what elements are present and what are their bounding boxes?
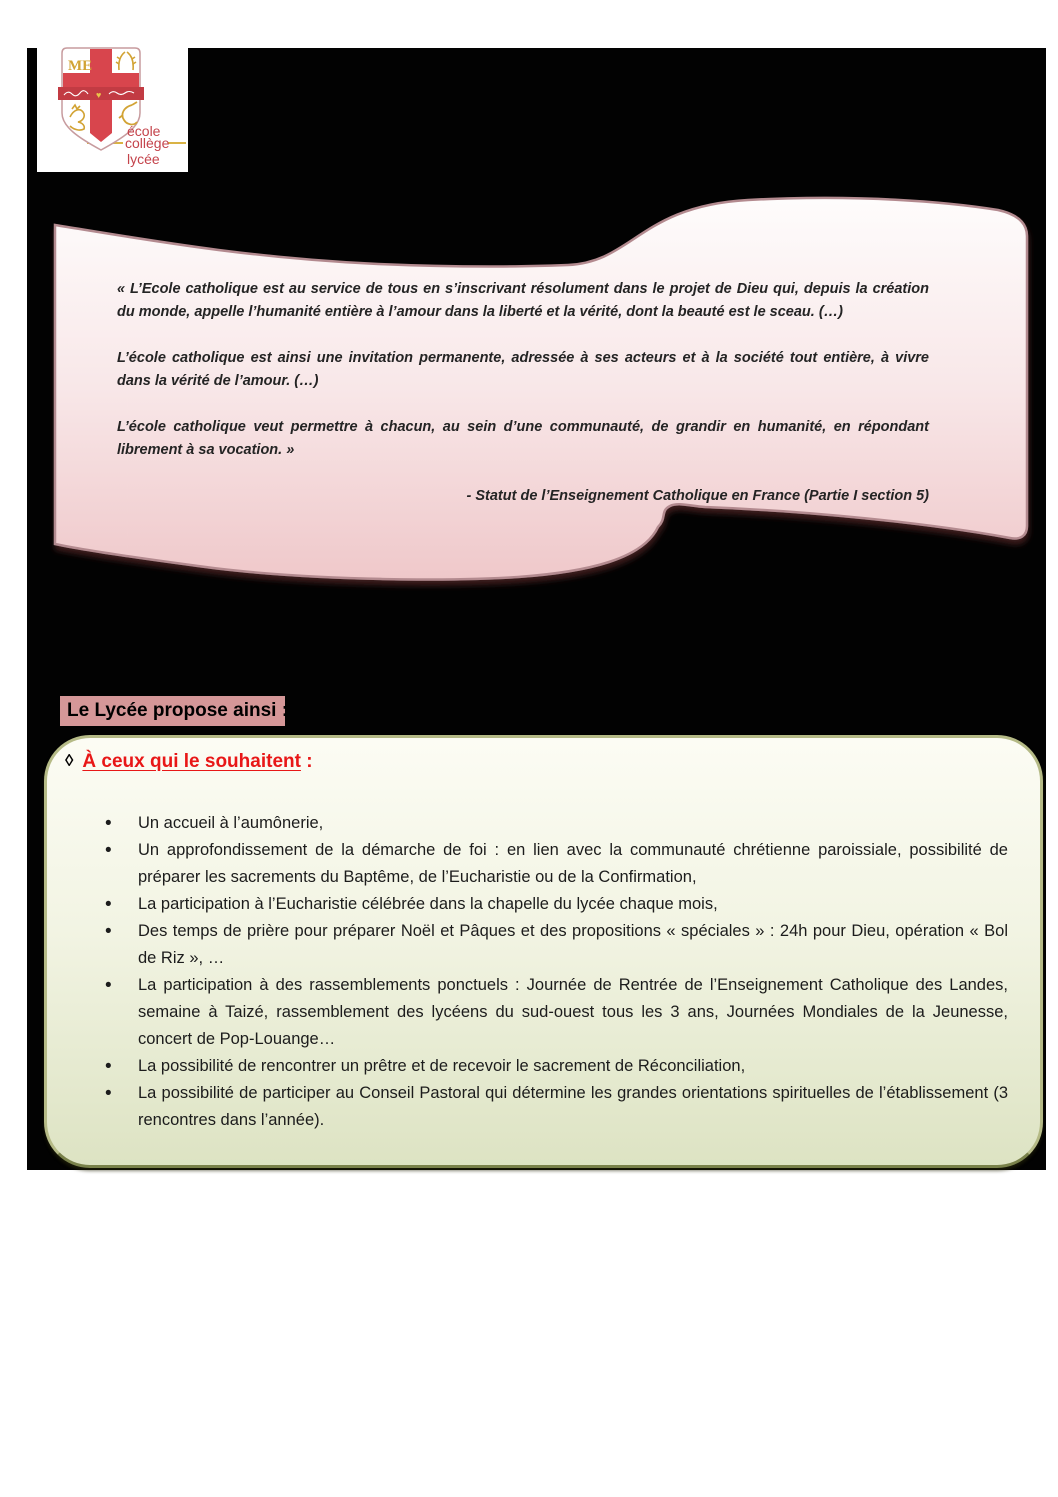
offer-bullet-item: • Un accueil à l’aumônerie, — [103, 810, 1008, 837]
school-crest-icon — [37, 47, 188, 172]
heart-icon: ♥ — [96, 90, 102, 100]
offer-bullet-item: • La participation à des rassemblements ponctuels : Journée de Rentrée de l’Enseignement Catholique des Landes, semaine à Taizé, rassemblement des lycéens du sud-ouest tous les 3 ans, Journées Mondiales de la Jeunesse, concert de Pop-Louange… — [103, 972, 1008, 1053]
offer-bullet-item: • La possibilité de rencontrer un prêtre et de recevoir le sacrement de Réconciliation, — [103, 1053, 1008, 1080]
quote-paragraph-1: « L’Ecole catholique est au service de tous en s’inscrivant résolument dans le projet de Dieu qui, depuis la création du monde, appelle l’humanité entière à l’amour dans la liberté et la vérité, dont la beauté est le sceau. (…) — [117, 281, 929, 320]
quote-paragraph-3: L’école catholique veut permettre à chacun, au sein d’une communauté, de grandir en humanité, en répondant librement à sa vocation. » — [117, 419, 929, 458]
offer-bullet-item: • La participation à l’Eucharistie célébrée dans la chapelle du lycée chaque mois, — [103, 891, 1008, 918]
offer-bullet-item: • Un approfondissement de la démarche de foi : en lien avec la communauté chrétienne paroissiale, possibilité de préparer les sacrements du Baptême, de l’Eucharistie ou de la Confirmation, — [103, 837, 1008, 891]
logo-line-college: collège — [125, 135, 170, 151]
logo-line-lycee: lycée — [127, 151, 160, 167]
offer-heading-colon: : — [300, 751, 313, 772]
quote-paragraph-2: L’école catholique est ainsi une invitation permanente, adressée à ses acteurs et à la société tout entière, à vivre dans la vérité de l’amour. (…) — [117, 350, 929, 389]
diamond-icon: ◊ — [65, 751, 74, 770]
offer-heading-text: À ceux qui le souhaitent — [82, 751, 301, 772]
offer-heading — [65, 751, 313, 773]
quote-attribution: - Statut de l’Enseignement Catholique en France (Partie I section 5) — [466, 488, 929, 504]
offer-bullet-list — [103, 810, 1008, 1134]
section-label: Le Lycée propose ainsi : — [60, 696, 285, 726]
offer-bullet-item: • Des temps de prière pour préparer Noël et Pâques et des propositions « spéciales » : 24h pour Dieu, opération « Bol de Riz », … — [103, 918, 1008, 972]
quote-text-block — [117, 278, 929, 508]
offer-box — [44, 735, 1043, 1168]
offer-bullet-item: • La possibilité de participer au Conseil Pastoral qui détermine les grandes orientations spirituelles de l’établissement (3 rencontres dans l’année). — [103, 1080, 1008, 1134]
crest-initials: ME — [68, 58, 93, 74]
school-logo — [37, 47, 188, 172]
logo-line-ecole: école — [127, 123, 161, 139]
